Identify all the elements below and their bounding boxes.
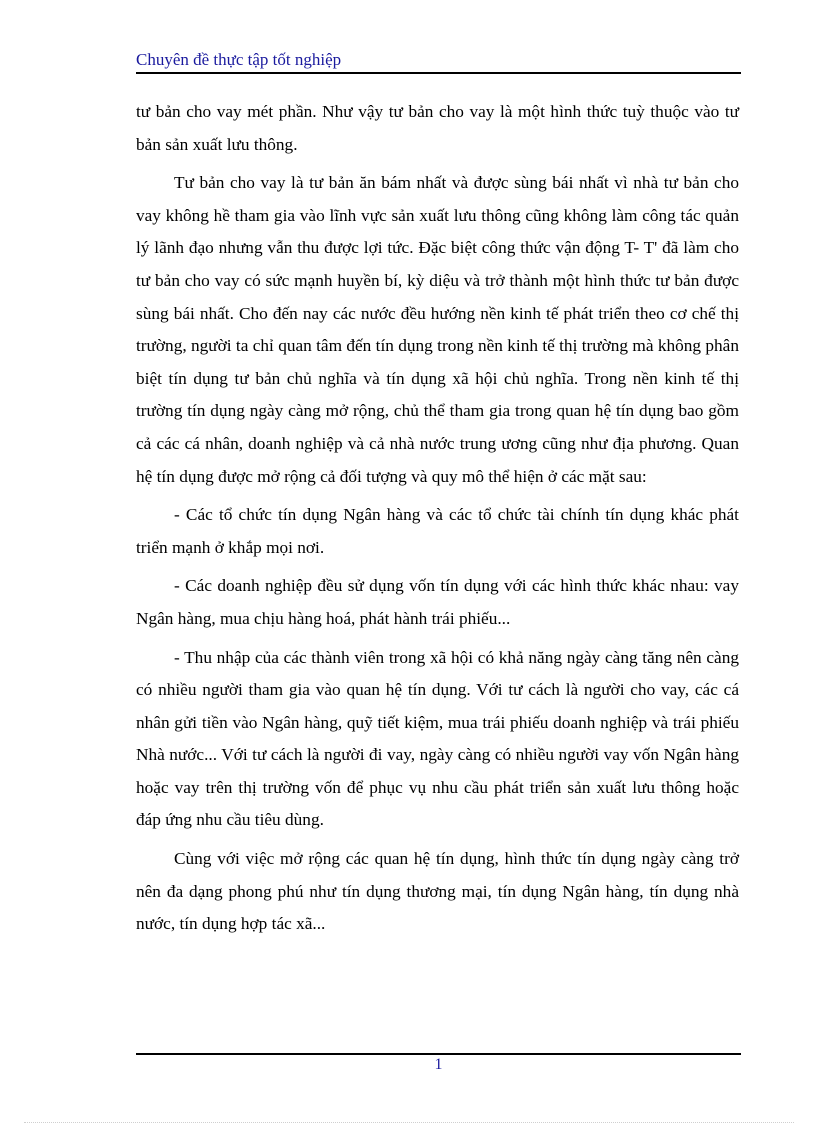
paragraph-credit-forms: Cùng với việc mở rộng các quan hệ tín dụng, hình thức tín dụng ngày càng trở nên đa dạng phong phú như tín dụng thương mại, tín dụng Ngân hàng, tín dụng nhà nước, tín dụng hợp tác xã... xyxy=(136,849,739,934)
paragraph-bullet-enterprises: - Các doanh nghiệp đều sử dụng vốn tín dụng với các hình thức khác nhau: vay Ngân hàng, mua chịu hàng hoá, phát hành trái phiếu... xyxy=(136,576,739,628)
paragraph-continuation: tư bản cho vay mét phần. Như vậy tư bản cho vay là một hình thức tuỳ thuộc vào tư bản sản xuất lưu thông. xyxy=(136,102,739,154)
page-header xyxy=(136,48,741,74)
paragraph-bullet-income: - Thu nhập của các thành viên trong xã hội có khả năng ngày càng tăng nên càng có nhiều người tham gia vào quan hệ tín dụng. Với tư cách là người cho vay, các cá nhân gửi tiền vào Ngân hàng, quỹ tiết kiệm, mua trái phiếu doanh nghiệp và trái phiếu Nhà nước... Với tư cách là người đi vay, ngày càng có nhiều người vay vốn Ngân hàng hoặc vay trên thị trường vốn để phục vụ nhu cầu phát triển sản xuất lưu thông hoặc đáp ứng nhu cầu tiêu dùng. xyxy=(136,647,739,830)
header-title: Chuyên đề thực tập tốt nghiệp xyxy=(136,50,342,69)
page-number: 1 xyxy=(434,1056,443,1073)
paragraph-bullet-credit-institutions: - Các tổ chức tín dụng Ngân hàng và các tổ chức tài chính tín dụng khác phát triển mạnh ở khắp mọi nơi. xyxy=(136,505,739,557)
paragraph-loan-capital: Tư bản cho vay là tư bản ăn bám nhất và được sùng bái nhất vì nhà tư bản cho vay không hề tham gia vào lĩnh vực sản xuất lưu thông cũng không làm công tác quản lý lãnh đạo nhưng vẫn thu được lợi tức. Đặc biệt công thức vận động T- T' đã làm cho tư bản cho vay có sức mạnh huyền bí, kỳ diệu và trở thành một hình thức tư bản được sùng bái nhất. Cho đến nay các nước đều hướng nền kinh tế phát triển theo cơ chế thị trường, người ta chỉ quan tâm đến tín dụng trong nền kinh tế thị trường mà không phân biệt tín dụng tư bản chủ nghĩa và tín dụng xã hội chủ nghĩa. Trong nền kinh tế thị trường tín dụng ngày càng mở rộng, chủ thể tham gia trong quan hệ tín dụng bao gồm cả các cá nhân, doanh nghiệp và cả nhà nước trung ương cũng như địa phương. Quan hệ tín dụng được mở rộng cả đối tượng và quy mô thể hiện ở các mặt sau: xyxy=(136,173,739,486)
footer-divider xyxy=(136,1053,741,1055)
document-body xyxy=(136,96,739,947)
